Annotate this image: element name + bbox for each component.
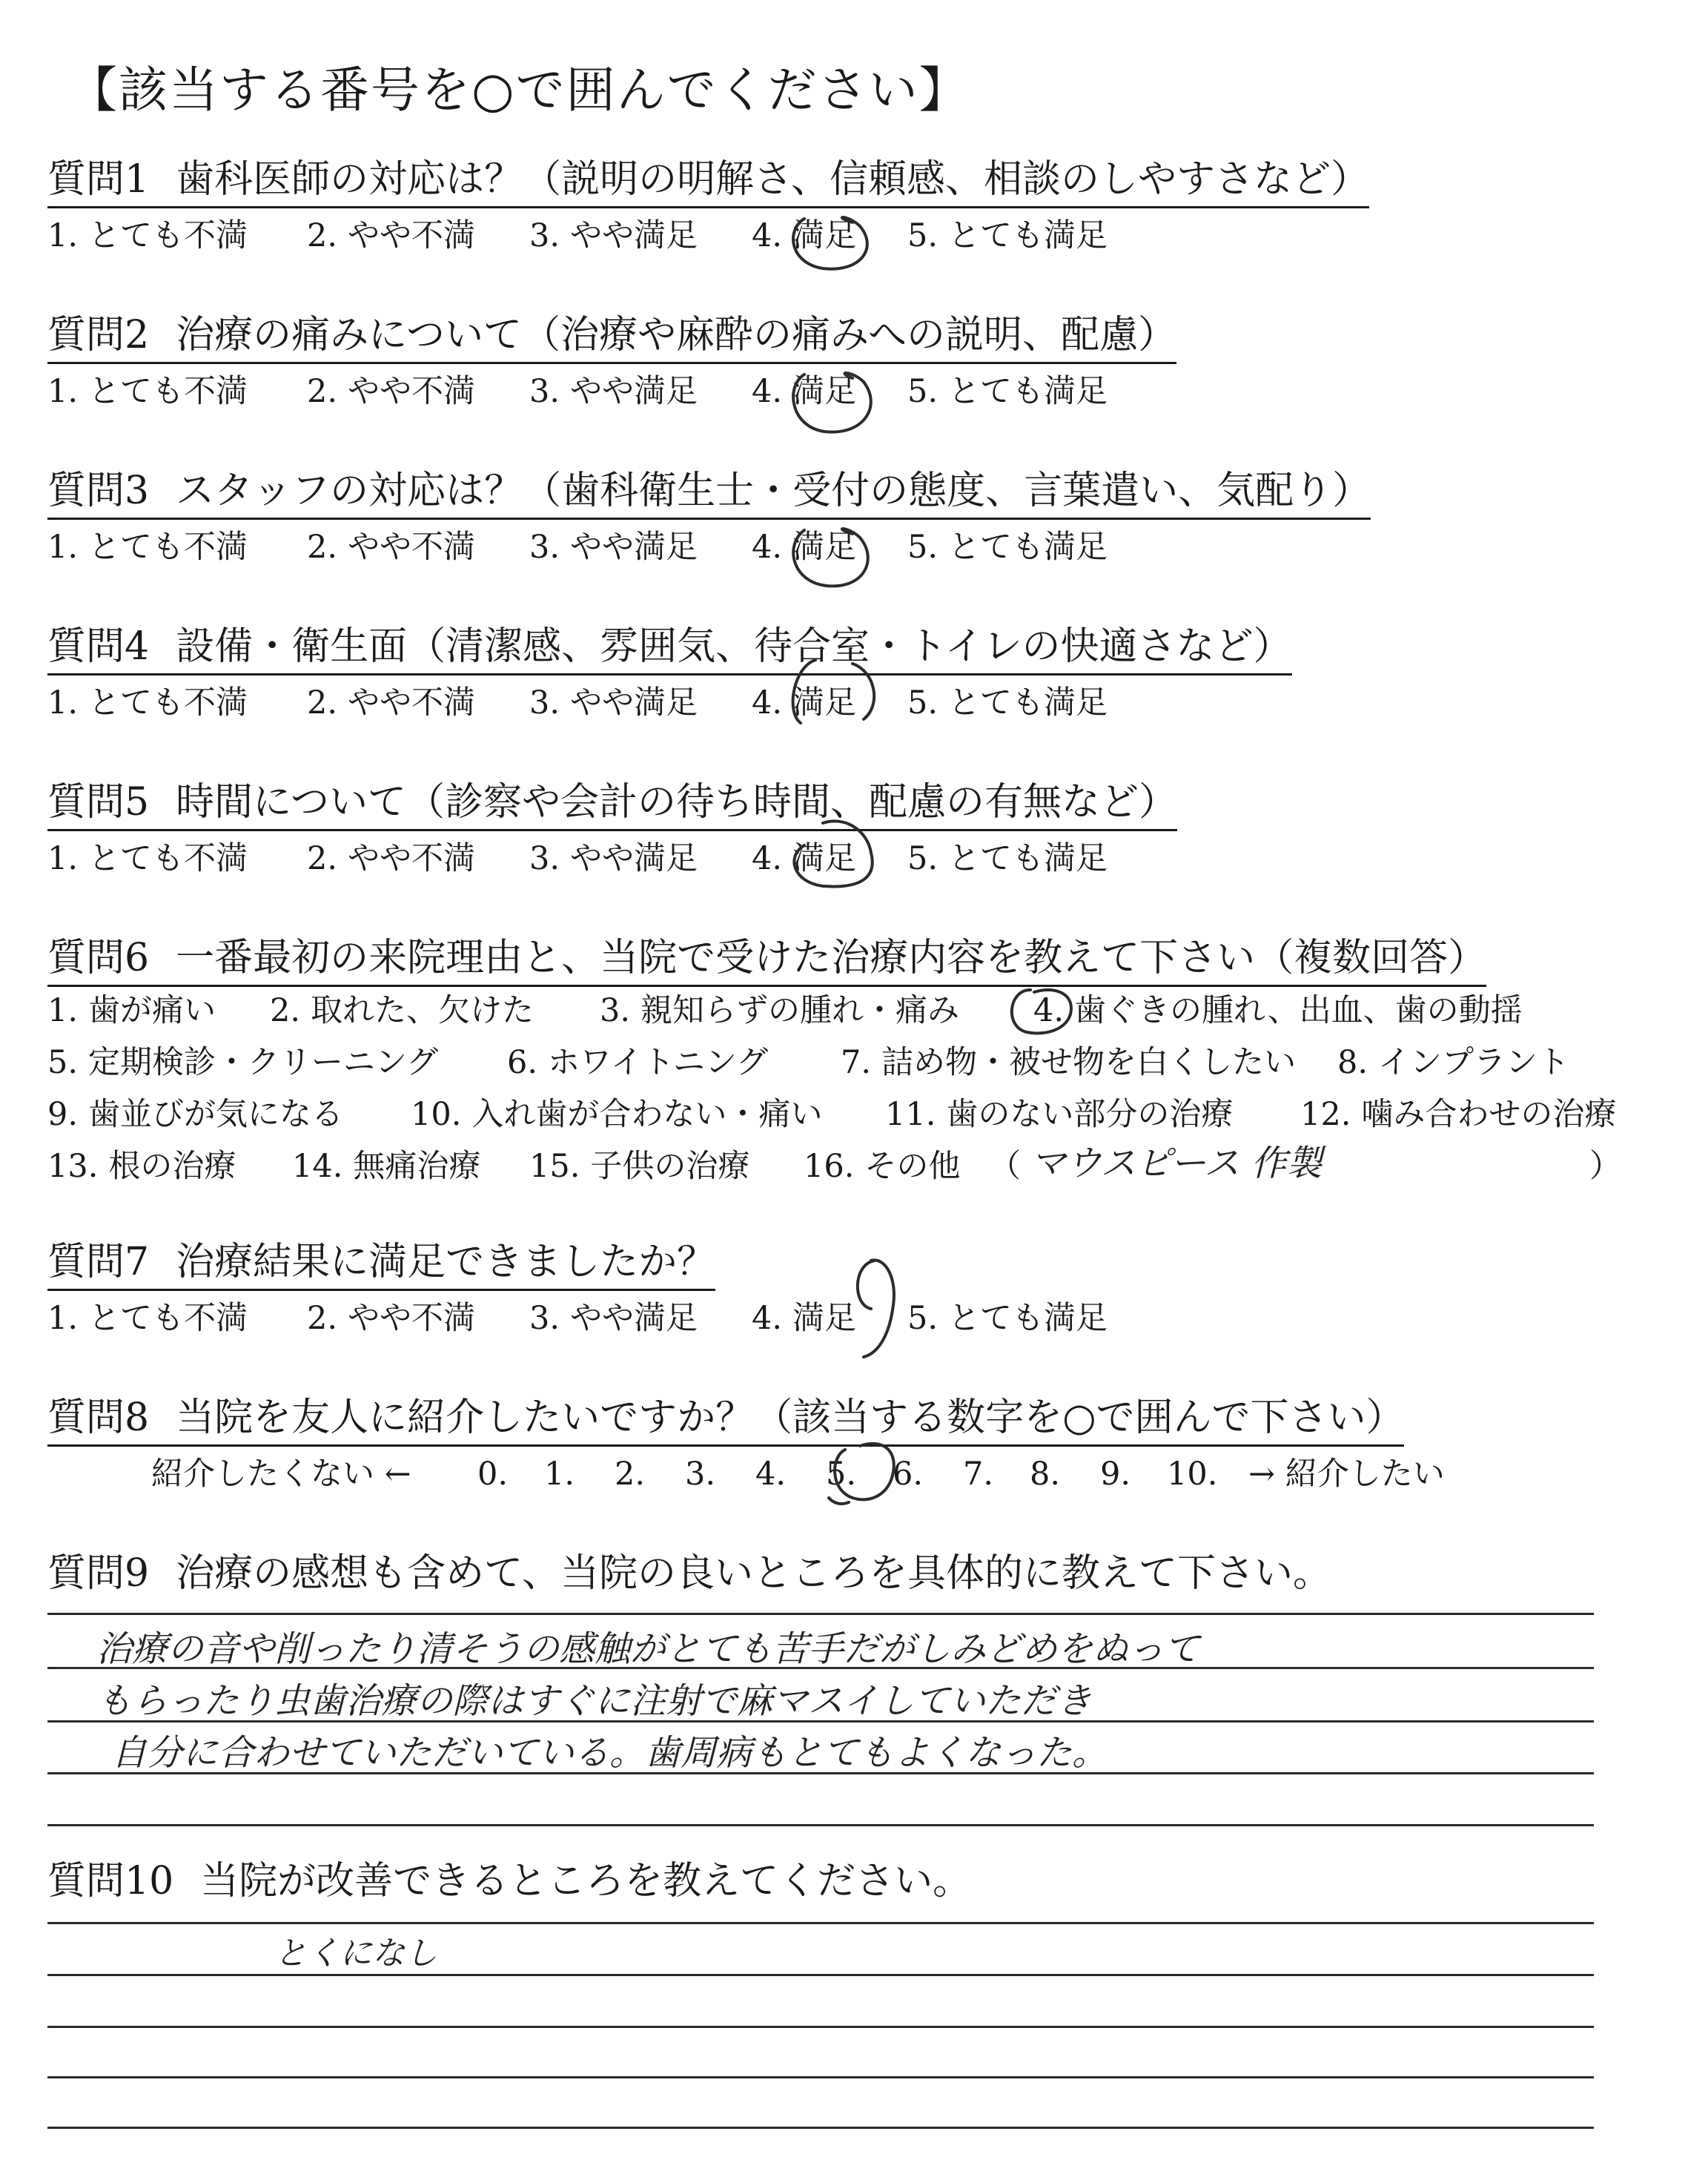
question-4-title (47, 623, 1292, 676)
q6-option-9[interactable]: 9. 歯並びが気になる (47, 1096, 344, 1133)
q6-option-13[interactable]: 13. 根の治療 (47, 1148, 236, 1185)
question-6-title (47, 934, 1486, 987)
question-6-text: 一番最初の来院理由と、当院で受けた治療内容を教えて下さい（複数回答） (176, 936, 1487, 980)
q10-answer-rule-2 (47, 1974, 1594, 1976)
q8-value-0[interactable]: 0. (477, 1456, 509, 1493)
q1-option-1[interactable]: 1. とても不満 (47, 217, 248, 254)
question-9-text: 治療の感想も含めて、当院の良いところを具体的に教えて下さい。 (176, 1551, 1332, 1596)
q6-option-5[interactable]: 5. 定期検診・クリーニング (47, 1044, 439, 1081)
q6-other-open-paren: （ (989, 1148, 1021, 1185)
q8-value-5[interactable]: 5. (826, 1456, 857, 1493)
q8-value-7[interactable]: 7. (963, 1456, 994, 1493)
q4-option-4[interactable]: 4. 満足 (752, 684, 857, 721)
q9-answer-line-1[interactable]: 治療の音や削ったり清そうの感触がとても苦手だがしみどめをぬって (96, 1628, 1200, 1670)
q9-answer-rule-3 (47, 1720, 1594, 1723)
question-1-label: 質問1 (47, 157, 150, 202)
q3-option-4[interactable]: 4. 満足 (752, 529, 857, 566)
q2-option-1[interactable]: 1. とても不満 (47, 373, 248, 410)
q8-value-8[interactable]: 8. (1030, 1456, 1061, 1493)
q10-answer-rule-4 (47, 2076, 1594, 2078)
q2-option-4[interactable]: 4. 満足 (752, 373, 857, 410)
q6-option-4[interactable]: 4. 歯ぐきの腫れ、出血、歯の動揺 (1033, 992, 1523, 1029)
question-9-title (47, 1550, 1331, 1600)
q2-option-5[interactable]: 5. とても満足 (907, 373, 1108, 410)
q8-value-1[interactable]: 1. (544, 1456, 575, 1493)
q1-option-3[interactable]: 3. やや満足 (529, 217, 698, 254)
q8-value-4[interactable]: 4. (755, 1456, 787, 1493)
question-7-title (47, 1238, 715, 1291)
q7-option-3[interactable]: 3. やや満足 (529, 1300, 698, 1337)
question-3-text: スタッフの対応は？（歯科衛生士・受付の態度、言葉遣い、気配り） (176, 469, 1371, 513)
q6-option-2[interactable]: 2. 取れた、欠けた (270, 992, 534, 1029)
q9-answer-line-3[interactable]: 自分に合わせていただいている。歯周病もとてもよくなった。 (111, 1732, 1108, 1774)
q9-answer-line-2[interactable]: もらったり虫歯治療の際はすぐに注射で麻マスイしていただき (96, 1680, 1093, 1722)
q8-value-2[interactable]: 2. (615, 1456, 646, 1493)
question-4-label: 質問4 (47, 624, 150, 669)
q8-value-10[interactable]: 10. (1167, 1456, 1218, 1493)
question-5-label: 質問5 (47, 780, 150, 825)
q9-answer-rule-5 (47, 1824, 1594, 1826)
q3-option-2[interactable]: 2. やや不満 (307, 529, 476, 566)
q6-option-15[interactable]: 15. 子供の治療 (529, 1148, 750, 1185)
question-1-title (47, 156, 1369, 208)
q1-option-2[interactable]: 2. やや不満 (307, 217, 476, 254)
question-9-label: 質問9 (47, 1551, 150, 1596)
q4-option-5[interactable]: 5. とても満足 (907, 684, 1108, 721)
q7-option-5[interactable]: 5. とても満足 (907, 1300, 1108, 1337)
question-7-text: 治療結果に満足できましたか？ (176, 1240, 716, 1284)
q8-value-6[interactable]: 6. (893, 1456, 924, 1493)
q2-option-3[interactable]: 3. やや満足 (529, 373, 698, 410)
q3-option-1[interactable]: 1. とても不満 (47, 529, 248, 566)
q6-option-16[interactable]: 16. その他 (804, 1148, 961, 1185)
q7-option-1[interactable]: 1. とても不満 (47, 1300, 248, 1337)
q8-tick-mark (829, 1498, 849, 1504)
q6-option-11[interactable]: 11. 歯のない部分の治療 (885, 1096, 1234, 1133)
q9-answer-rule-1 (47, 1613, 1594, 1615)
q6-option-12[interactable]: 12. 噛み合わせの治療 (1300, 1096, 1617, 1133)
question-8-text: 当院を友人に紹介したいですか？（該当する数字を○で囲んで下さい） (176, 1396, 1405, 1440)
q8-right-label: → 紹介したい (1248, 1456, 1445, 1493)
q5-option-4[interactable]: 4. 満足 (752, 840, 857, 877)
question-2-title (47, 311, 1176, 364)
question-10-label: 質問10 (47, 1859, 174, 1903)
q5-option-3[interactable]: 3. やや満足 (529, 840, 698, 877)
q2-option-2[interactable]: 2. やや不満 (307, 373, 476, 410)
q6-option-7[interactable]: 7. 詰め物・被せ物を白くしたい (841, 1044, 1297, 1081)
q4-option-2[interactable]: 2. やや不満 (307, 684, 476, 721)
q4-option-1[interactable]: 1. とても不満 (47, 684, 248, 721)
q6-option-10[interactable]: 10. 入れ歯が合わない・痛い (411, 1096, 823, 1133)
question-2-label: 質問2 (47, 313, 150, 357)
question-5-title (47, 779, 1177, 831)
q10-answer-rule-5 (47, 2127, 1594, 2129)
q3-option-5[interactable]: 5. とても満足 (907, 529, 1108, 566)
question-4-text: 設備・衛生面（清潔感、雰囲気、待合室・トイレの快適さなど） (176, 624, 1292, 669)
question-3-label: 質問3 (47, 469, 150, 513)
q6-option-8[interactable]: 8. インプラント (1337, 1044, 1570, 1081)
q6-option-14[interactable]: 14. 無痛治療 (292, 1148, 481, 1185)
q9-answer-rule-2 (47, 1667, 1594, 1669)
q10-answer-rule-3 (47, 2026, 1594, 2028)
q1-option-5[interactable]: 5. とても満足 (907, 217, 1108, 254)
question-3-title (47, 467, 1371, 520)
q7-selection-circle (858, 1260, 894, 1357)
question-10-text: 当院が改善できるところを教えてください。 (200, 1859, 972, 1903)
q8-value-3[interactable]: 3. (685, 1456, 716, 1493)
question-1-text: 歯科医師の対応は？（説明の明解さ、信頼感、相談のしやすさなど） (176, 157, 1370, 202)
question-2-text: 治療の痛みについて（治療や麻酔の痛みへの説明、配慮） (176, 313, 1177, 357)
q6-option-1[interactable]: 1. 歯が痛い (47, 992, 216, 1029)
q10-answer-line-1[interactable]: とくになし (274, 1935, 437, 1972)
question-5-text: 時間について（診察や会計の待ち時間、配慮の有無など） (176, 780, 1178, 825)
question-8-label: 質問8 (47, 1396, 150, 1440)
instruction-header: 【該当する番号を○で囲んでください】 (68, 62, 970, 119)
question-10-title (47, 1857, 971, 1908)
q7-option-2[interactable]: 2. やや不満 (307, 1300, 476, 1337)
q1-option-4[interactable]: 4. 満足 (752, 217, 857, 254)
q6-option-6[interactable]: 6. ホワイトニング (507, 1044, 769, 1081)
q4-option-3[interactable]: 3. やや満足 (529, 684, 698, 721)
q6-other-handwritten[interactable]: マウスピース 作製 (1030, 1143, 1323, 1184)
q9-answer-rule-4 (47, 1772, 1594, 1774)
question-6-label: 質問6 (47, 936, 150, 980)
question-8-title (47, 1394, 1404, 1447)
q6-other-close-paren: ） (1589, 1148, 1621, 1185)
q5-option-2[interactable]: 2. やや不満 (307, 840, 476, 877)
q8-left-label: 紹介したくない ← (151, 1456, 411, 1493)
q8-value-9[interactable]: 9. (1100, 1456, 1131, 1493)
q10-answer-rule-1 (47, 1922, 1594, 1924)
q7-option-4[interactable]: 4. 満足 (752, 1300, 857, 1337)
q6-option-3[interactable]: 3. 親知らずの腫れ・痛み (600, 992, 960, 1029)
q5-option-1[interactable]: 1. とても不満 (47, 840, 248, 877)
q3-option-3[interactable]: 3. やや満足 (529, 529, 698, 566)
q5-option-5[interactable]: 5. とても満足 (907, 840, 1108, 877)
question-7-label: 質問7 (47, 1240, 150, 1284)
